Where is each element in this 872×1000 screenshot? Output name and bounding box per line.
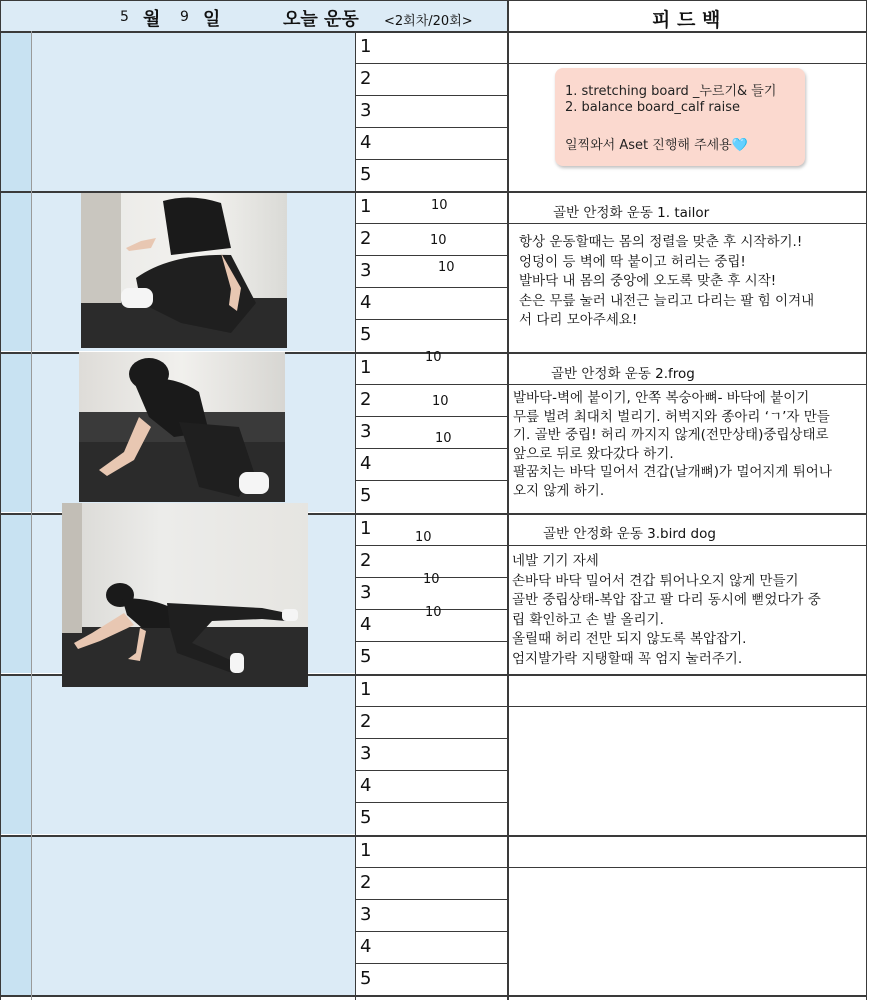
row-divider bbox=[355, 931, 507, 932]
set-number: 4 bbox=[360, 936, 372, 957]
left-stripe-cell bbox=[0, 513, 31, 673]
set-number: 4 bbox=[360, 775, 372, 796]
set-number: 2 bbox=[360, 389, 372, 410]
rep-count: 10 bbox=[425, 350, 442, 365]
grid-line bbox=[507, 0, 509, 1000]
set-number: 4 bbox=[360, 614, 372, 635]
grid-line bbox=[31, 31, 32, 1000]
day-label: 일 bbox=[203, 9, 221, 30]
block-divider bbox=[0, 31, 866, 33]
set-number: 3 bbox=[360, 582, 372, 603]
exercise-3-title: 골반 안정화 운동 3.bird dog bbox=[543, 526, 716, 542]
exercise-2-feedback: 발바닥-벽에 붙이기, 안쪽 복숭아뼈- 바닥에 붙이기 무릎 벌려 최대치 벌리기. 허벅지와 종아리 ‘ㄱ’자 만들 기. 골반 중립! 허리 까지지 않게(전만상태)중립상태로 앞으로 뒤로 왔다갔다 하기. 팔꿈치는 바닥 밀어서 견갑(날개뼈)가 멀어지게 튀어나 오지 않게 하기. bbox=[513, 390, 832, 499]
set-number: 5 bbox=[360, 164, 372, 185]
feedback-heading: 피 드 백 bbox=[652, 9, 721, 31]
note-message-text: 일찍와서 Aset 진행해 주세용 bbox=[565, 138, 732, 153]
set-number: 1 bbox=[360, 36, 372, 57]
session-count: <2회차/20회> bbox=[384, 14, 473, 29]
feedback-divider bbox=[507, 545, 866, 546]
row-divider bbox=[355, 127, 507, 128]
rep-count: 10 bbox=[430, 233, 447, 248]
row-divider bbox=[355, 95, 507, 96]
note-item-2: 2. balance board_calf raise bbox=[565, 100, 741, 115]
row-divider bbox=[355, 867, 507, 868]
set-number: 5 bbox=[360, 646, 372, 667]
set-number: 2 bbox=[360, 228, 372, 249]
photo-cell bbox=[31, 674, 355, 834]
note-item-1: 1. stretching board _누르기& 들기 bbox=[565, 84, 777, 99]
set-number: 3 bbox=[360, 100, 372, 121]
row-divider bbox=[355, 641, 507, 642]
exercise-2-title: 골반 안정화 운동 2.frog bbox=[551, 366, 695, 382]
set-number: 1 bbox=[360, 518, 372, 539]
row-divider bbox=[355, 770, 507, 771]
set-number: 3 bbox=[360, 260, 372, 281]
set-number: 3 bbox=[360, 904, 372, 925]
frog-pose-photo bbox=[79, 352, 285, 502]
block-divider bbox=[0, 835, 866, 837]
grid-line bbox=[355, 31, 356, 1000]
rep-count: 10 bbox=[425, 605, 442, 620]
rep-count: 10 bbox=[432, 394, 449, 409]
rep-count: 10 bbox=[438, 260, 455, 275]
set-number: 2 bbox=[360, 872, 372, 893]
set-number: 3 bbox=[360, 421, 372, 442]
row-divider bbox=[355, 159, 507, 160]
grid-line bbox=[0, 0, 866, 1]
row-divider bbox=[355, 63, 507, 64]
set-number: 4 bbox=[360, 132, 372, 153]
set-number: 1 bbox=[360, 679, 372, 700]
grid-line bbox=[0, 0, 1, 1000]
day-number: 9 bbox=[180, 9, 189, 25]
month-label: 월 bbox=[143, 9, 161, 30]
rep-count: 10 bbox=[423, 572, 440, 587]
row-divider bbox=[355, 448, 507, 449]
row-divider bbox=[355, 802, 507, 803]
row-divider bbox=[355, 545, 507, 546]
set-number: 5 bbox=[360, 324, 372, 345]
page-title: 오늘 운동 bbox=[283, 9, 359, 30]
left-stripe-cell bbox=[0, 191, 31, 351]
set-number: 3 bbox=[360, 743, 372, 764]
row-divider bbox=[355, 706, 507, 707]
set-number: 5 bbox=[360, 968, 372, 989]
month-number: 5 bbox=[120, 9, 129, 25]
feedback-divider bbox=[507, 63, 866, 64]
set-number: 5 bbox=[360, 485, 372, 506]
feedback-divider bbox=[507, 706, 866, 707]
left-stripe-cell bbox=[0, 352, 31, 512]
left-stripe-cell bbox=[0, 835, 31, 995]
row-divider bbox=[355, 223, 507, 224]
exercise-1-feedback: 항상 운동할때는 몸의 정렬을 맞춘 후 시작하기.! 엉덩이 등 벽에 딱 붙이고 허리는 중립! 발바닥 내 몸의 중앙에 오도록 맞춘 후 시작! 손은 무릎 눌러 내전근 늘리고 다리는 팔 힘 이겨내 서 다리 모아주세요! bbox=[519, 234, 815, 328]
row-divider bbox=[355, 416, 507, 417]
row-divider bbox=[355, 287, 507, 288]
exercise-3-feedback: 네발 기기 자세 손바닥 바닥 밀어서 견갑 튀어나오지 않게 만들기 골반 중립상태-복압 잡고 팔 다리 동시에 뻗었다가 중 립 확인하고 손 발 올리기. 올릴때 허리 전만 되지 않도록 복압잡기. 엄지발가락 지탱할때 꼭 엄지 눌러주기. bbox=[512, 553, 821, 667]
photo-cell bbox=[31, 835, 355, 995]
row-divider bbox=[355, 255, 507, 256]
rep-count: 10 bbox=[431, 198, 448, 213]
exercise-1-title: 골반 안정화 운동 1. tailor bbox=[553, 205, 710, 221]
row-divider bbox=[355, 738, 507, 739]
set-number: 5 bbox=[360, 807, 372, 828]
row-divider bbox=[355, 899, 507, 900]
set-number: 2 bbox=[360, 68, 372, 89]
set-number: 2 bbox=[360, 550, 372, 571]
tailor-pose-photo bbox=[81, 193, 287, 348]
feedback-divider bbox=[507, 223, 866, 224]
left-stripe-cell bbox=[0, 31, 31, 191]
row-divider bbox=[355, 384, 507, 385]
feedback-divider bbox=[507, 867, 866, 868]
feedback-divider bbox=[507, 384, 866, 385]
pre-session-note bbox=[555, 68, 805, 166]
set-number: 4 bbox=[360, 292, 372, 313]
row-divider bbox=[355, 319, 507, 320]
row-divider bbox=[355, 963, 507, 964]
rep-count: 10 bbox=[415, 530, 432, 545]
set-number: 1 bbox=[360, 196, 372, 217]
bird-dog-pose-photo bbox=[62, 503, 308, 687]
set-number: 1 bbox=[360, 840, 372, 861]
photo-cell bbox=[31, 31, 355, 191]
heart-icon: 🩵 bbox=[731, 138, 748, 153]
set-number: 1 bbox=[360, 357, 372, 378]
block-divider bbox=[0, 995, 866, 997]
grid-line bbox=[866, 0, 867, 1000]
set-number: 2 bbox=[360, 711, 372, 732]
row-divider bbox=[355, 480, 507, 481]
set-number: 4 bbox=[360, 453, 372, 474]
rep-count: 10 bbox=[435, 431, 452, 446]
note-message bbox=[565, 134, 748, 153]
left-stripe-cell bbox=[0, 674, 31, 834]
